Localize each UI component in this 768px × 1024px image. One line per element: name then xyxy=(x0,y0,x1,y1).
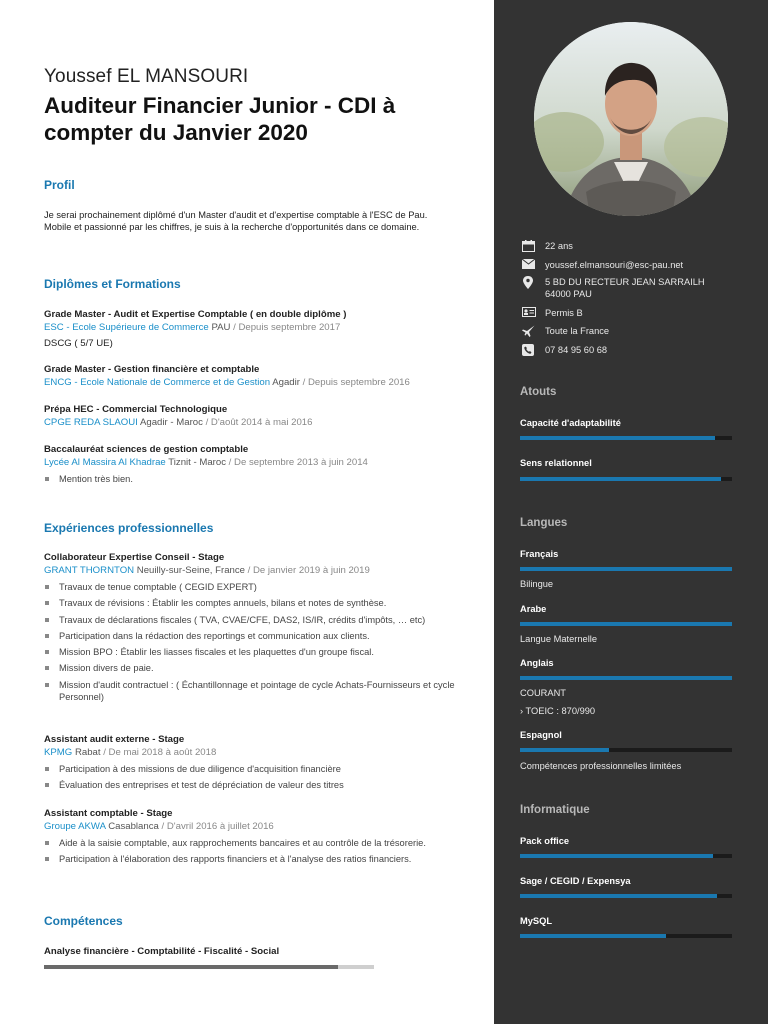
company-link[interactable]: GRANT THORNTON xyxy=(44,565,135,576)
it-skill-level-fill xyxy=(520,854,713,858)
company-link[interactable]: KPMG xyxy=(44,747,73,758)
school-link[interactable]: ESC - Ecole Supérieure de Commerce xyxy=(44,322,209,333)
location: Tiznit - Maroc xyxy=(168,457,227,468)
address-line-1: 5 BD DU RECTEUR JEAN SARRAILH xyxy=(545,277,705,287)
education-meta xyxy=(44,376,464,389)
bullet-item: Travaux de révisions : Établir les comptes annuels, bilans et notes de synthèse. xyxy=(44,597,464,609)
language-label: Anglais xyxy=(520,658,554,668)
bullet-list xyxy=(44,473,464,485)
plane-icon xyxy=(522,325,536,337)
language-desc: Bilingue xyxy=(520,579,554,589)
address-line-2: 64000 PAU xyxy=(545,289,592,299)
language-level-fill xyxy=(520,676,732,680)
bullet-item: Participation à l'élaboration des rapports financiers et à l'analyse des ratios financiers. xyxy=(44,853,464,865)
bullet-item: Participation dans la rédaction des reportings et communication aux clients. xyxy=(44,630,464,642)
school-link[interactable]: CPGE REDA SLAOUI xyxy=(44,417,138,428)
it-skill-label: MySQL xyxy=(520,916,553,926)
education-meta xyxy=(44,456,464,469)
email-link[interactable]: youssef.elmansouri@esc-pau.net xyxy=(545,260,684,270)
language-desc-detail: › TOEIC : 870/990 xyxy=(520,706,596,716)
profile-photo xyxy=(534,22,728,216)
date: / D'avril 2016 à juillet 2016 xyxy=(158,821,274,832)
it-skill-level-fill xyxy=(520,934,666,938)
atout-level-fill xyxy=(520,436,715,440)
job-meta xyxy=(44,820,464,833)
bullet-item: Mission d'audit contractuel : ( Échantillonnage et pointage de cycle Achats-Fournisseurs et cycle Personnel) xyxy=(44,679,464,704)
experience-entry xyxy=(44,807,464,870)
location: Agadir xyxy=(272,377,300,388)
it-skill-label: Pack office xyxy=(520,836,570,846)
atout-level-bar xyxy=(520,477,732,481)
phone-link[interactable]: 07 84 95 60 68 xyxy=(545,345,608,355)
date: / De janvier 2019 à juin 2019 xyxy=(245,565,370,576)
atout-label: Sens relationnel xyxy=(520,458,592,468)
profil-text: Je serai prochainement diplômé d'un Master d'audit et d'expertise comptable à l'ESC de Pau. Mobile et passionné par les chiffres, je suis à la recherche d'opportunités dans ce domaine. xyxy=(44,210,428,233)
date: / De mai 2018 à août 2018 xyxy=(100,747,217,758)
job-meta xyxy=(44,746,464,759)
bullet-list xyxy=(44,581,464,703)
bullet-item: Mission divers de paie. xyxy=(44,662,464,674)
job-title: Collaborateur Expertise Conseil - Stage xyxy=(44,552,225,563)
mobility-text: Toute la France xyxy=(545,326,610,336)
language-level-fill xyxy=(520,622,732,626)
location: Rabat xyxy=(74,747,101,758)
language-level-bar xyxy=(520,676,732,680)
education-title: Prépa HEC - Commercial Technologique xyxy=(44,404,228,415)
language-level-fill xyxy=(520,567,732,571)
section-title-competences: Compétences xyxy=(44,914,123,928)
location: PAU xyxy=(211,322,231,333)
language-level-bar xyxy=(520,748,732,752)
age-text: 22 ans xyxy=(545,241,573,251)
section-title-informatique: Informatique xyxy=(520,804,590,816)
language-label: Arabe xyxy=(520,604,547,614)
education-meta xyxy=(44,321,464,334)
competence-label: Analyse financière - Comptabilité - Fiscalité - Social xyxy=(44,946,280,957)
education-entry xyxy=(44,308,464,351)
headline: Auditeur Financier Junior - CDI à compter du Janvier 2020 xyxy=(44,93,396,145)
date: / Depuis septembre 2017 xyxy=(230,322,341,333)
atout-level-bar xyxy=(520,436,732,440)
education-title: Grade Master - Gestion financière et comptable xyxy=(44,364,260,375)
education-entry xyxy=(44,403,464,429)
bullet-list xyxy=(44,763,464,792)
job-meta xyxy=(44,564,464,577)
education-title: Grade Master - Audit et Expertise Comptable ( en double diplôme ) xyxy=(44,309,347,320)
language-desc: Langue Maternelle xyxy=(520,634,598,644)
experience-entry xyxy=(44,733,464,796)
bullet-list xyxy=(44,837,464,866)
phone-icon xyxy=(522,344,536,356)
date: / De septembre 2013 à juin 2014 xyxy=(226,457,368,468)
education-meta xyxy=(44,416,464,429)
education-entry xyxy=(44,363,464,389)
education-entry xyxy=(44,443,464,489)
section-title-langues: Langues xyxy=(520,517,568,529)
company-link[interactable]: Groupe AKWA xyxy=(44,821,106,832)
it-skill-level-bar xyxy=(520,934,732,938)
bullet-item: Travaux de déclarations fiscales ( TVA, CVAE/CFE, DAS2, IS/IR, crédits d'impôts, … etc) xyxy=(44,614,464,626)
language-desc: COURANT xyxy=(520,688,566,698)
section-title-atouts: Atouts xyxy=(520,386,557,398)
school-link[interactable]: ENCG - Ecole Nationale de Commerce et de Gestion xyxy=(44,377,271,388)
location: Casablanca xyxy=(108,821,159,832)
experience-entry xyxy=(44,551,464,707)
atout-label: Capacité d'adaptabilité xyxy=(520,418,621,428)
location: Agadir - Maroc xyxy=(139,417,203,428)
profile-photo-illustration xyxy=(534,22,728,216)
map-pin-icon xyxy=(522,276,536,288)
it-skill-level-bar xyxy=(520,854,732,858)
job-title: Assistant comptable - Stage xyxy=(44,808,173,819)
it-skill-level-bar xyxy=(520,894,732,898)
bullet-item: Mention très bien. xyxy=(44,473,464,485)
date: / Depuis septembre 2016 xyxy=(299,377,410,388)
education-title: Baccalauréat sciences de gestion comptable xyxy=(44,444,249,455)
bullet-item: Aide à la saisie comptable, aux rapprochements bancaires et au contrôle de la trésorerie. xyxy=(44,837,464,849)
education-note: DSCG ( 5/7 UE) xyxy=(44,338,113,349)
address-text xyxy=(545,276,745,300)
section-title-profil: Profil xyxy=(44,178,75,192)
competence-level-fill xyxy=(44,965,338,969)
bullet-item: Évaluation des entreprises et test de dépréciation de valeur des titres xyxy=(44,779,464,791)
candidate-name: Youssef EL MANSOURI xyxy=(44,66,249,87)
language-label: Français xyxy=(520,549,559,559)
bullet-item: Mission BPO : Établir les liasses fiscales et les plaquettes d'un groupe fiscal. xyxy=(44,646,464,658)
section-title-education: Diplômes et Formations xyxy=(44,277,181,291)
date: / D'août 2014 à mai 2016 xyxy=(202,417,313,428)
job-title: Assistant audit externe - Stage xyxy=(44,734,185,745)
language-level-fill xyxy=(520,748,609,752)
language-desc: Compétences professionnelles limitées xyxy=(520,761,682,771)
calendar-icon xyxy=(522,240,536,252)
language-level-bar xyxy=(520,567,732,571)
language-level-bar xyxy=(520,622,732,626)
school-link[interactable]: Lycée Al Massira Al Khadrae xyxy=(44,457,166,468)
sidebar xyxy=(494,0,768,1024)
atout-level-fill xyxy=(520,477,721,481)
id-card-icon xyxy=(522,307,536,319)
section-title-experience: Expériences professionnelles xyxy=(44,521,214,535)
competence-level-bar xyxy=(44,965,374,969)
it-skill-label: Sage / CEGID / Expensya xyxy=(520,876,631,886)
language-label: Espagnol xyxy=(520,730,562,740)
bullet-item: Participation à des missions de due diligence d'acquisition financière xyxy=(44,763,464,775)
permis-text: Permis B xyxy=(545,308,583,318)
bullet-item: Travaux de tenue comptable ( CEGID EXPERT) xyxy=(44,581,464,593)
it-skill-level-fill xyxy=(520,894,717,898)
location: Neuilly-sur-Seine, France xyxy=(136,565,245,576)
envelope-icon xyxy=(522,259,536,271)
